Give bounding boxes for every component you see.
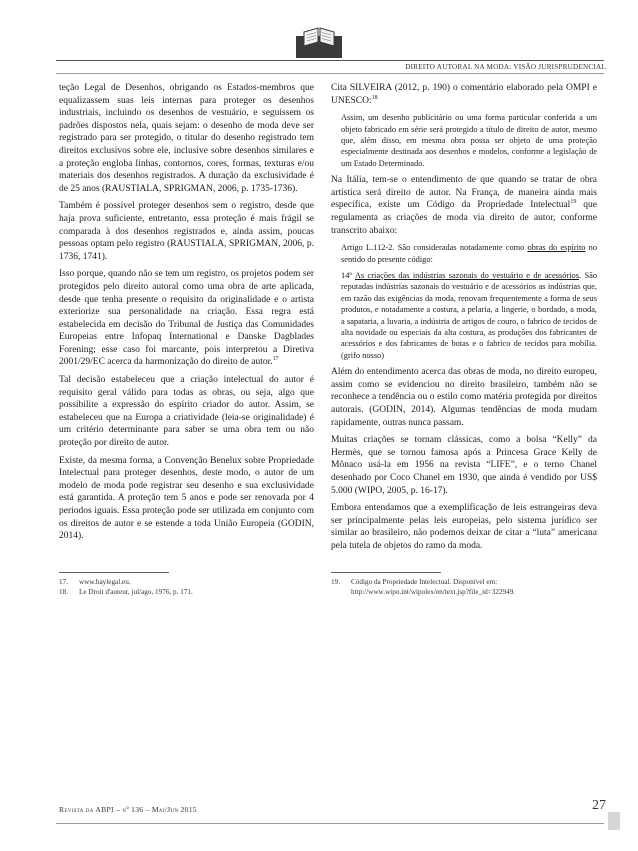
paragraph: Existe, da mesma forma, a Convenção Benelux sobre Propriedade Intelectual para proteger desenhos, deste modo, o autor de um modelo de moda pode registrar seu desenho e sua exclusividade está garantida. A proteção tem 5 anos e pode ser renovada por 4 períodos iguais. Essa proteção pode ser utilizada em conjunto com os direitos de autor e se estende a toda União Europeia (GODIN, 2014).	[59, 455, 314, 542]
paragraph: Tal decisão estabeleceu que a criação intelectual do autor é requisito geral válido para todas as obras, ou seja, algo que possibilite a expressão do espírito criador do autor. Assim, se estabeleceu que na Europa a criatividade (leia-se originalidade) é um critério determinante para saber se uma obra tem ou não proteção por direito de autor.	[59, 375, 314, 449]
quote-underlined: As criações das indústrias sazonais do vestuário e de acessórios	[354, 271, 579, 280]
paragraph: Embora entendamos que a exemplificação de leis estrangeiras deva ser principalmente pelas leis europeias, pelo sistema jurídico ser similar ao brasileiro, não podemos deixar de citar a “luta” americana pela tutela de objetos do ramo da moda.	[331, 503, 597, 551]
paragraph-text: Na Itália, tem-se o entendimento de que quando se tratar de obra artística será direito de autor. Na França, de maneira ainda mais específica, existe um Código da Propriedade Intelectual	[331, 175, 597, 211]
running-head: DIREITO AUTORAL NA MODA: VISÃO JURISPRUDENCIAL	[405, 63, 606, 71]
footnote-rule	[331, 572, 441, 573]
footnote-text[interactable]: www.baylegal.eu.	[79, 578, 131, 586]
footnotes-left	[59, 572, 314, 597]
footnote	[331, 577, 597, 597]
footer-rule	[56, 823, 604, 824]
right-column	[331, 82, 597, 558]
footnote-rule	[59, 572, 169, 573]
footnote	[59, 577, 314, 587]
block-quote	[341, 270, 597, 361]
footnote-ref: 18	[371, 94, 378, 101]
quote-text: 14º	[341, 271, 355, 280]
header-rule-thin	[56, 73, 604, 74]
footnote-number: 17.	[59, 578, 68, 586]
journal-footer: Revista da ABPI – nº 136 – Mai/Jun 2015	[59, 805, 197, 814]
paragraph: Muitas criações se tornam clássicas, como a bolsa “Kelly” da Hermès, que se tornou famosa após a Princesa Grace Kelly de Mônaco usá-la em 1956 na revista “LIFE”, e o terno Chanel desenhado por Coco Chanel em 1930, que ainda é vendido por US$ 5.000 (WIPO, 2005, p. 16-17).	[331, 435, 597, 496]
paragraph	[59, 268, 314, 369]
paragraph: Além do entendimento acerca das obras de moda, no direito europeu, assim como se evidenciou no direito brasileiro, também não se reconhece a tendência ou o estilo como matéria protegida por direitos autorais. (GODIN, 2014). Algumas tendências de moda mudam rapidamente, outras nunca passam.	[331, 367, 597, 428]
page-number: 27	[592, 798, 606, 813]
footnote-ref: 17	[272, 356, 279, 363]
footnote-number: 18.	[59, 588, 68, 596]
quote-text: Artigo L.112-2. São consideradas notadamente como	[341, 243, 528, 253]
block-quote	[341, 242, 597, 265]
footnote-text: Le Droit d'auteur, jul/ago, 1976, p. 171.	[79, 588, 193, 596]
footnote-text[interactable]: Código da Propriedade Intelectual. Disponível em: http://www.wipo.int/wipolex/en/text.jsp?file_id=322949.	[351, 578, 516, 596]
footnote-ref: 19	[570, 199, 577, 206]
footnote	[59, 587, 314, 597]
left-column	[59, 82, 314, 548]
paragraph-text: Isso porque, quando não se tem um registro, os projetos podem ser protegidos pelo direito autoral como uma obra de arte aplicada, desde que tenha presente o requisito da originalidade e o artista exteriorize sua personalidade na criação. Essa regra está estabelecida em decisão do Tribunal de Justiça das Comunidades Europeias entre Infopaq International e Danske Dagblades Forening; esse caso foi marcante, pois interpretou a Diretiva 2001/29/EC acerca da harmonização do direito de autor.	[59, 269, 314, 368]
open-book-icon	[296, 20, 342, 58]
quote-text: no sentido do presente código:	[341, 243, 598, 264]
footnotes-right	[331, 572, 597, 597]
footnote-number: 19.	[331, 578, 340, 586]
paragraph	[331, 82, 597, 107]
header-rule	[56, 60, 604, 61]
paragraph-text: que regulamenta as criações de moda via direito de autor, conforme transcrito abaixo:	[331, 200, 598, 236]
paragraph	[331, 174, 597, 237]
quote-underlined: obras do espírito	[527, 243, 586, 253]
paragraph: Também é possível proteger desenhos sem o registro, desde que haja prova suficiente, entretanto, essa proteção é mais frágil se comparada à dos desenhos registrados e, ainda assim, poucas pessoas optam pelo registro (RAUSTIALA, SPRIGMAN, 2006, p. 1736, 1741).	[59, 201, 314, 262]
quote-text: . São reputadas indústrias sazonais do vestuário e de acessórios as indústrias que, em razão das exigências da moda, renovam frequentemente a forma de seus produtos, e notadamente a costura, a pelaria, a lingerie, o bordado, a moda, a sapataria, a luvaria, a indústria de artigos de couro, o fabrico de tecidos de alta novidade ou especiais da alta costura, as produções dos fabricantes de acessórios e dos fabricantes de botas e o fabrico de tecidos para mobília. (grifo nosso)	[341, 271, 598, 360]
corner-tab	[608, 812, 620, 830]
paragraph: teção Legal de Desenhos, obrigando os Estados-membros que equalizassem suas leis internas para proteger os desenhos industriais, incluindo os desenhos de vestuário, e seguissem os padrões dispostos nela, quais sejam: o desenho de moda deve ser registrado para ser protegido, o titular do desenho registrado tem direitos exclusivos sobre ele, inclusive sobre desenhos similares e a proteção engloba linhas, contornos, cores, formas, texturas e/ou materiais dos desenhos registrados. A duração da exclusividade é de 25 anos (RAUSTIALA, SPRIGMAN, 2006, p. 1735-1736).	[59, 83, 314, 194]
paragraph-text: Cita SILVEIRA (2012, p. 190) o comentário elaborado pela OMPI e UNESCO:	[331, 83, 597, 106]
block-quote: Assim, um desenho publicitário ou uma forma particular conferida a um objeto fabricado em série será protegido a título de direito de autor, mesmo que, além disso, em mesma obra possa ser objeto de uma proteção especialmente destinada aos desenhos e modelos, conforme a legislação de um Estado Determinado.	[341, 113, 597, 168]
